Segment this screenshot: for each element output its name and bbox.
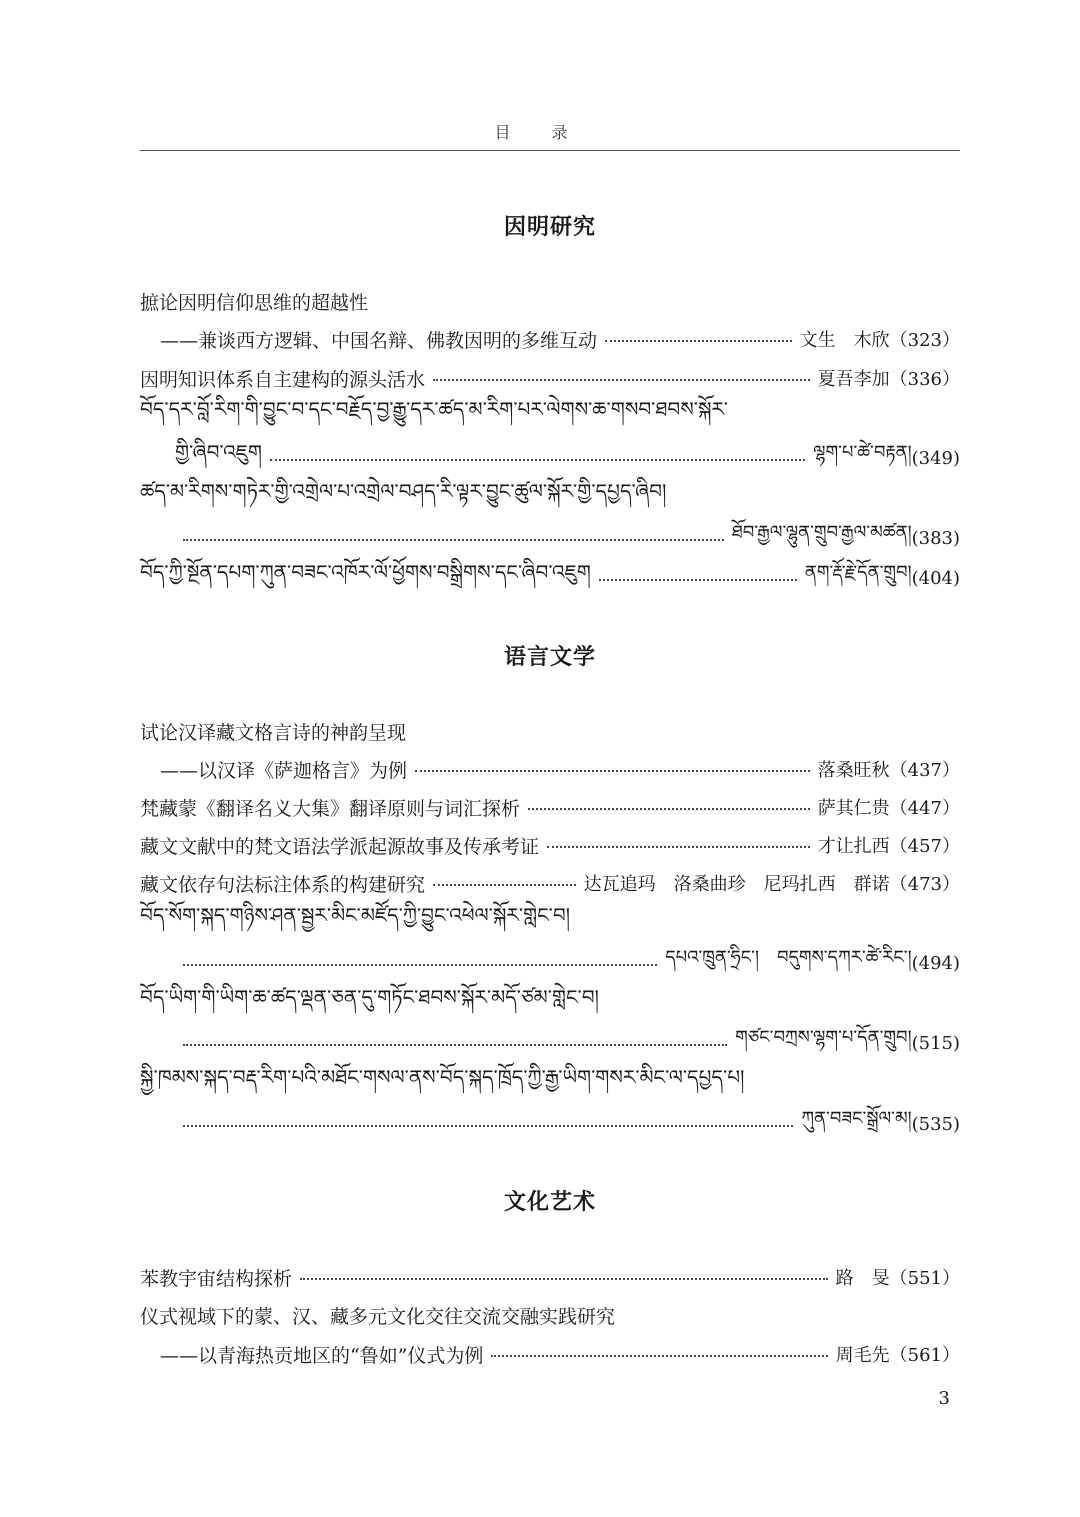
entry-subtitle: ——以汉译《萨迦格言》为例 xyxy=(160,759,408,782)
entry-page: （457） xyxy=(889,836,960,857)
entry-page: (383) xyxy=(911,527,960,549)
dot-leader xyxy=(547,846,810,848)
entry-title: བོད་ཀྱི་སྔོན་དཔག་ཀུན་བཟང་འཁོར་ལོ་ཕྱོགས་བསྒྲིགས་དང་ཞིབ་འཇུག xyxy=(140,560,591,584)
entry-author: 文生 木欣 xyxy=(799,330,890,351)
toc-entry-subtitle[interactable] xyxy=(160,322,960,356)
entry-title: 梵藏蒙《翻译名义大集》翻译原则与词汇探析 xyxy=(140,797,521,820)
toc-entry[interactable] xyxy=(140,828,960,862)
dot-leader xyxy=(270,459,805,461)
entry-page: （551） xyxy=(889,1268,960,1289)
entry-page: （561） xyxy=(889,1345,960,1366)
entry-title: བོད་ཡིག་གི་ཡིག་ཆ་ཚད་ལྡན་ཅན་དུ་གཏོང་ཐབས་སྐོར་མདོ་ཙམ་གླེང་བ། xyxy=(140,985,599,1009)
toc-entry-continuation[interactable] xyxy=(175,1107,960,1141)
entry-author: 夏吾李加 xyxy=(817,369,890,390)
entry-page: (515) xyxy=(911,1032,960,1054)
entry-page: （437） xyxy=(889,760,960,781)
dot-leader xyxy=(183,539,724,541)
entry-author: ལྷག་པ་ཚེ་བརྟན། xyxy=(813,442,912,463)
dot-leader xyxy=(183,964,657,966)
entry-author: 路 旻 xyxy=(835,1268,890,1289)
header-title: 目 录 xyxy=(494,123,586,142)
entry-author: ཐོབ་རྒྱལ་ལྷུན་གྲུབ་རྒྱལ་མཚན། xyxy=(731,522,912,543)
entry-page: （447） xyxy=(889,798,960,819)
entry-author: 落桑旺秋 xyxy=(817,760,890,781)
entry-author: 达瓦追玛 洛桑曲珍 尼玛扎西 群诺 xyxy=(583,874,890,895)
toc-entry[interactable] xyxy=(140,284,960,318)
section-title-culture: 文化艺术 xyxy=(503,1189,596,1215)
entry-title: སྐྱི་ཁམས་སྐད་བརྡ་རིག་པའི་མཐོང་གསལ་ནས་བོད་སྐད་ཁྲོད་ཀྱི་རྒྱ་ཡིག་གསར་མིང་ལ་དཔྱད་པ། xyxy=(140,1065,745,1089)
entry-title: 藏文依存句法标注体系的构建研究 xyxy=(140,873,426,896)
entry-page: (349) xyxy=(911,447,960,469)
section-title-language: 语言文学 xyxy=(503,644,596,670)
entry-title: 藏文文献中的梵文语法学派起源故事及传承考证 xyxy=(140,835,540,858)
entry-page: (404) xyxy=(911,567,960,589)
entry-title: བོད་སོག་སྐད་གཉིས་ཤན་སྦྱར་མིང་མཛོད་ཀྱི་བྱུང་འཕེལ་སྐོར་གླེང་བ། xyxy=(140,903,571,927)
entry-title: 摭论因明信仰思维的超越性 xyxy=(140,291,369,314)
entry-page: (535) xyxy=(911,1113,960,1135)
toc-entry-subtitle[interactable] xyxy=(160,1337,960,1371)
entry-title: 试论汉译藏文格言诗的神韵呈现 xyxy=(140,721,407,744)
toc-entry[interactable] xyxy=(140,790,960,824)
dot-leader xyxy=(300,1278,828,1280)
entry-author: ནག་རྡོ་རྗེ་དོན་གྲུབ། xyxy=(804,562,912,583)
toc-entry[interactable] xyxy=(140,1298,960,1332)
dot-leader xyxy=(491,1355,827,1357)
entry-title: 苯教宇宙结构探析 xyxy=(140,1267,293,1290)
toc-entry-subtitle[interactable] xyxy=(160,752,960,786)
entry-author: ཀུན་བཟང་སྒྲོལ་མ། xyxy=(801,1108,912,1129)
entry-title: གྱི་ཞིབ་འཇུག xyxy=(175,440,262,464)
entry-subtitle: ——以青海热贡地区的“鲁如”仪式为例 xyxy=(160,1344,484,1367)
dot-leader xyxy=(183,1125,793,1127)
entry-author: གཙང་བཀྲས་ལྷག་པ་དོན་གྲུབ། xyxy=(735,1027,912,1048)
entry-page: （473） xyxy=(889,874,960,895)
toc-entry[interactable] xyxy=(140,1066,960,1100)
dot-leader xyxy=(599,579,797,581)
entry-page: (494) xyxy=(911,952,960,974)
entry-title: 因明知识体系自主建构的源头活水 xyxy=(140,368,426,391)
entry-author: 周毛先 xyxy=(835,1345,890,1366)
header-rule xyxy=(140,150,960,151)
entry-subtitle: ——兼谈西方逻辑、中国名辩、佛教因明的多维互动 xyxy=(160,329,598,352)
entry-page: （323） xyxy=(889,330,960,351)
entry-title: 仪式视域下的蒙、汉、藏多元文化交往交流交融实践研究 xyxy=(140,1305,616,1328)
dot-leader xyxy=(433,379,810,381)
entry-author: 萨其仁贵 xyxy=(817,798,890,819)
dot-leader xyxy=(183,1044,727,1046)
dot-leader xyxy=(605,340,792,342)
toc-entry[interactable] xyxy=(140,714,960,748)
dot-leader xyxy=(433,884,576,886)
toc-entry[interactable] xyxy=(140,561,960,595)
toc-entry[interactable] xyxy=(140,1260,960,1294)
entry-page: （336） xyxy=(889,369,960,390)
toc-entry[interactable] xyxy=(140,398,960,432)
entry-title: བོད་དར་བློ་རིག་གི་བྱུང་བ་དང་བརྗོད་བྱ་རྒྱུ་དར་ཚད་མ་རིག་པར་ལེགས་ཆ་གསབ་ཐབས་སྐོར་ xyxy=(140,397,729,421)
dot-leader xyxy=(415,770,810,772)
entry-author: དཔའ་ཁྲུན་ཧྲིང་། བདུགས་དཀར་ཚེ་རིང་། xyxy=(665,947,912,968)
toc-entry[interactable] xyxy=(140,986,960,1020)
toc-entry[interactable] xyxy=(140,480,960,514)
section-title-yinming: 因明研究 xyxy=(503,214,596,240)
page-number: 3 xyxy=(938,1388,950,1409)
entry-author: 才让扎西 xyxy=(817,836,890,857)
entry-title: ཚད་མ་རིགས་གཏེར་གྱི་འགྲེལ་པ་འགྲེལ་བཤད་རི་ལྟར་བྱུང་ཚུལ་སྐོར་གྱི་དཔྱད་ཞིབ། xyxy=(140,479,667,503)
dot-leader xyxy=(528,808,810,810)
toc-entry[interactable] xyxy=(140,904,960,938)
